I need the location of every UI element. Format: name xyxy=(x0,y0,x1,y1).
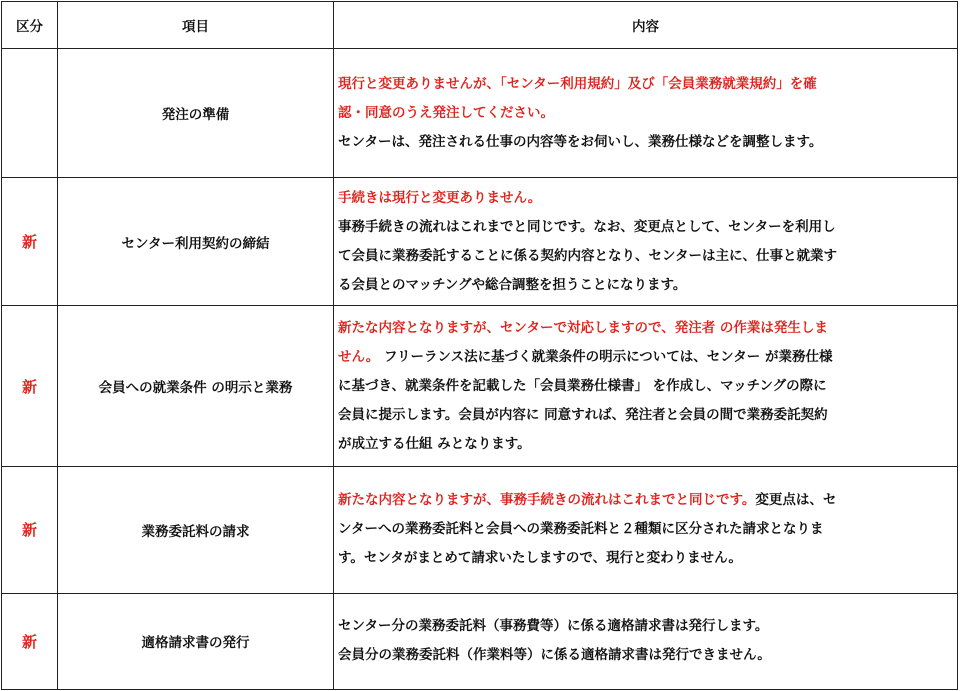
highlight-text: 手続きは現行と変更ありません。 xyxy=(338,189,542,206)
category-cell: 新 xyxy=(2,306,58,466)
body-text: ンターへの業務委託料と会員への業務委託料と２種類に区分された請求となりま xyxy=(338,521,824,538)
content-cell xyxy=(334,178,958,306)
content-line xyxy=(338,641,953,670)
body-text: 変更点は、セ xyxy=(755,492,837,509)
body-text: る会員とのマッチングや総合調整を担うことになります。 xyxy=(338,276,687,293)
table-row xyxy=(2,593,958,689)
table-row xyxy=(2,178,958,306)
content-line xyxy=(338,401,953,430)
content-line xyxy=(338,544,953,573)
content-line xyxy=(338,430,953,459)
highlight-text: せん。 xyxy=(338,348,380,365)
content-cell xyxy=(334,593,958,689)
content-line xyxy=(338,184,953,213)
content-line xyxy=(338,70,953,99)
header-content: 内容 xyxy=(334,2,958,49)
body-text: に基づき、就業条件を記載した「会員業務仕様書」 を作成し、マッチングの際に xyxy=(338,377,827,394)
content-cell xyxy=(334,306,958,466)
content-line xyxy=(338,515,953,544)
body-text: センター分の業務委託料（事務費等）に係る適格請求書は発行します。 xyxy=(338,618,769,635)
table-row xyxy=(2,49,958,178)
body-text: センターは、発注される仕事の内容等をお伺いし、業務仕様などを調整します。 xyxy=(338,133,823,150)
highlight-text: 新たな内容となりますが、センターで対応しますので、発注者 の作業は発生しま xyxy=(338,319,828,336)
content-line xyxy=(338,343,953,372)
content-line xyxy=(338,271,953,300)
content-line xyxy=(338,612,953,641)
content-line xyxy=(338,372,953,401)
comparison-table xyxy=(1,1,958,690)
item-cell: センター利用契約の締結 xyxy=(58,178,334,306)
category-cell: 新 xyxy=(2,593,58,689)
table-header-row xyxy=(2,2,958,49)
category-cell: 新 xyxy=(2,178,58,306)
item-cell: 業務委託料の請求 xyxy=(58,466,334,593)
category-cell: 新 xyxy=(2,466,58,593)
highlight-text: 現行と変更ありませんが、「センター利用規約」及び「会員業務就業規約」を確 xyxy=(338,75,817,92)
content-line xyxy=(338,486,953,515)
highlight-text: 認・同意のうえ発注してください。 xyxy=(338,104,554,121)
body-text: て会員に業務委託することに係る契約内容となり、センターは主に、仕事と就業す xyxy=(338,247,837,264)
item-cell: 適格請求書の発行 xyxy=(58,593,334,689)
content-line xyxy=(338,213,953,242)
table-row xyxy=(2,466,958,593)
body-text: フリーランス法に基づく就業条件の明示については、センター が業務仕様 xyxy=(379,348,833,365)
content-line xyxy=(338,128,953,157)
item-cell: 会員への就業条件 の明示と業務 xyxy=(58,306,334,466)
table-row xyxy=(2,306,958,466)
header-category: 区分 xyxy=(2,2,58,49)
header-item: 項目 xyxy=(58,2,334,49)
item-cell: 発注の準備 xyxy=(58,49,334,178)
body-text: 会員分の業務委託料（作業料等）に係る適格請求書は発行できません。 xyxy=(338,647,771,664)
content-cell xyxy=(334,466,958,593)
body-text: 事務手続きの流れはこれまでと同じです。なお、変更点として、センターを利用し xyxy=(338,218,836,235)
content-line xyxy=(338,99,953,128)
content-line xyxy=(338,314,953,343)
body-text: す。センタがまとめて請求いたしますので、現行と変わりません。 xyxy=(338,550,742,567)
highlight-text: 新たな内容となりますが、事務手続きの流れはこれまでと同じです。 xyxy=(338,492,756,509)
body-text: 会員に提示します。会員が内容に 同意すれば、発注者と会員の間で業務委託契約 xyxy=(338,406,828,423)
content-line xyxy=(338,242,953,271)
body-text: が成立する仕組 みとなります。 xyxy=(338,435,531,452)
content-cell xyxy=(334,49,958,178)
table-body xyxy=(2,49,958,690)
category-cell xyxy=(2,49,58,178)
